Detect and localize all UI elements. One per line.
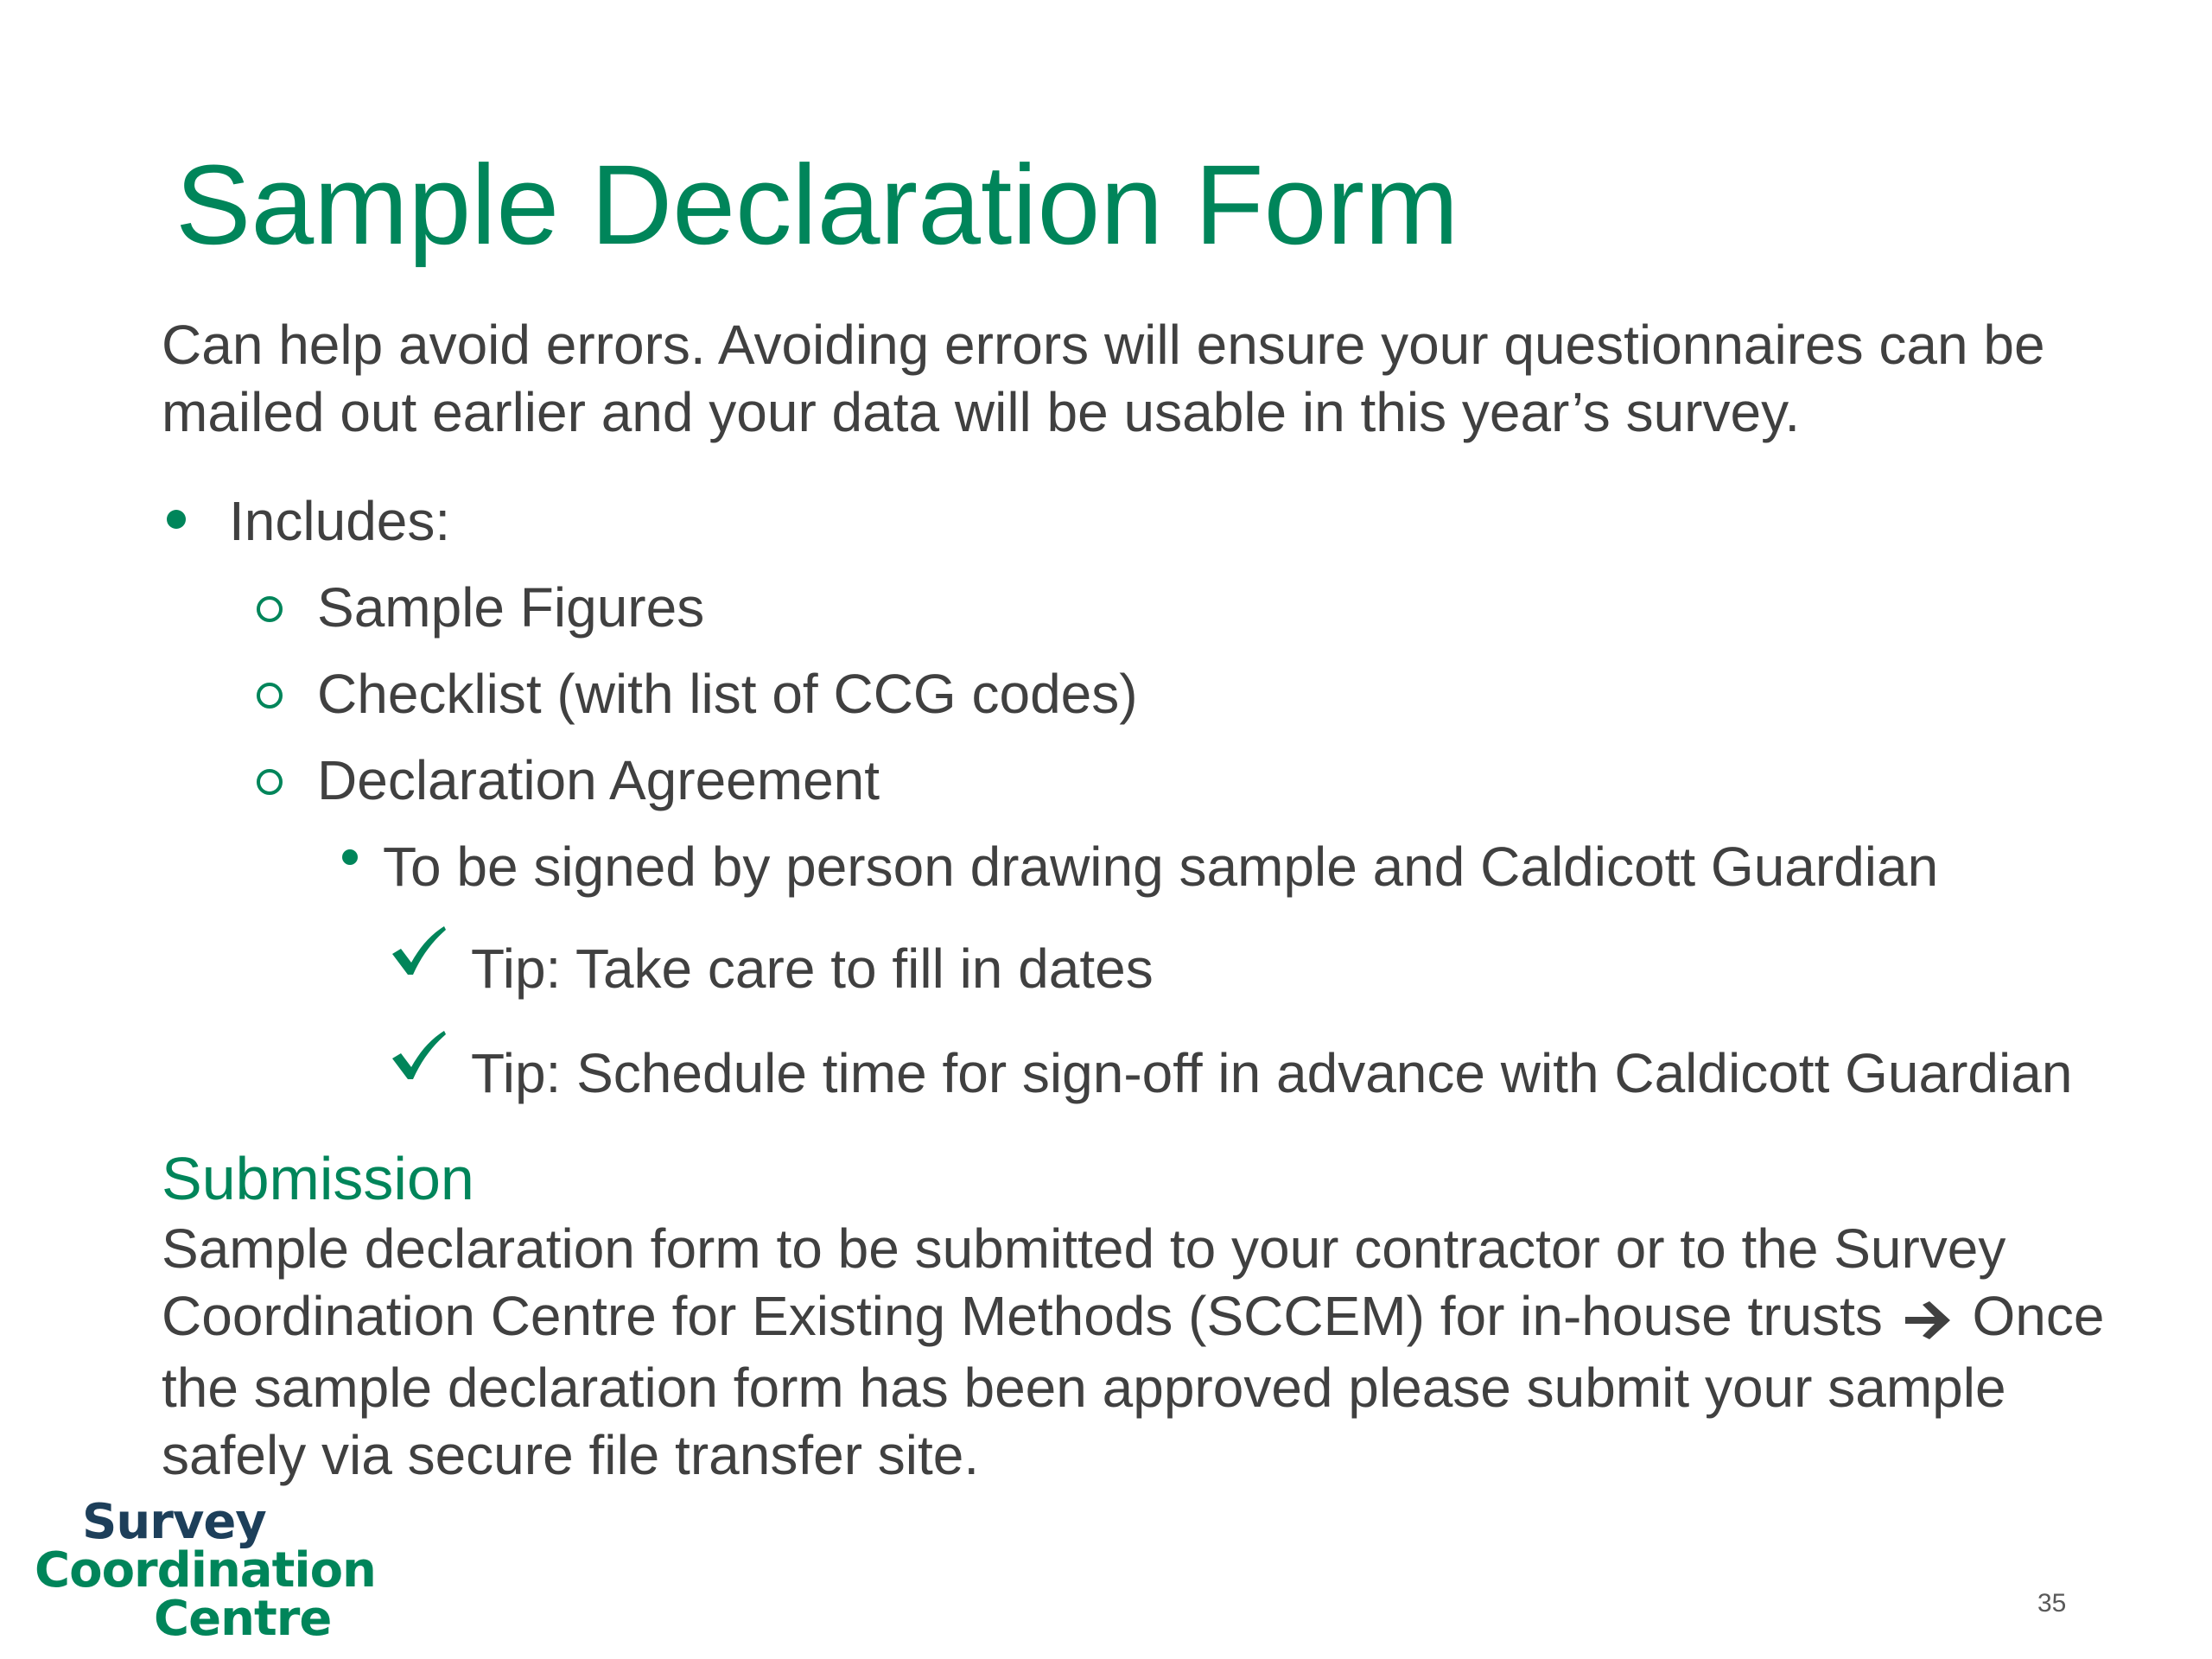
tip-fill-dates: Tip: Take care to fill in dates <box>471 938 1154 1000</box>
tip-schedule-signoff: Tip: Schedule time for sign-off in advance with Caldicott Guardian <box>471 1042 2073 1104</box>
logo-line-centre: Centre <box>154 1591 332 1647</box>
submission-text-after-arrow: Once the sample declaration form has been approved please submit your sample safely via secure file transfer site. <box>162 1285 2105 1487</box>
list-item-checklist: Checklist (with list of CCG codes) <box>317 663 1138 725</box>
intro-paragraph: Can help avoid errors. Avoiding errors will ensure your questionnaires can be mailed out earlier and your data will be usable in this year’s survey. <box>162 314 2045 443</box>
bullet-includes: Includes: <box>229 490 451 552</box>
logo-line-coordination: Coordination <box>35 1542 376 1599</box>
slide-title: Sample Declaration Form <box>175 141 1459 268</box>
circle-bullet-icon <box>257 769 283 795</box>
survey-coordination-centre-logo <box>35 1494 376 1647</box>
list-item-declaration-agreement: Declaration Agreement <box>317 749 880 811</box>
checkmark-icon <box>389 1029 448 1083</box>
submission-text-before-arrow: Sample declaration form to be submitted to your contractor or to the Survey Coordination Centre for Existing Methods (SCCEM) for in-house trusts <box>162 1217 2006 1347</box>
list-item-signed-by: To be signed by person drawing sample and Caldicott Guardian <box>383 836 1939 898</box>
circle-bullet-icon <box>257 683 283 709</box>
circle-bullet-icon <box>257 596 283 622</box>
submission-heading: Submission <box>162 1145 474 1212</box>
logo-line-survey: Survey <box>82 1494 266 1550</box>
arrow-right-icon <box>1904 1287 1952 1354</box>
bullet-dot-icon <box>167 510 186 529</box>
page-number: 35 <box>2037 1589 2067 1618</box>
checkmark-icon <box>389 925 448 978</box>
bullet-dot-icon <box>342 849 358 865</box>
list-item-sample-figures: Sample Figures <box>317 576 705 639</box>
submission-paragraph <box>162 1215 2149 1489</box>
